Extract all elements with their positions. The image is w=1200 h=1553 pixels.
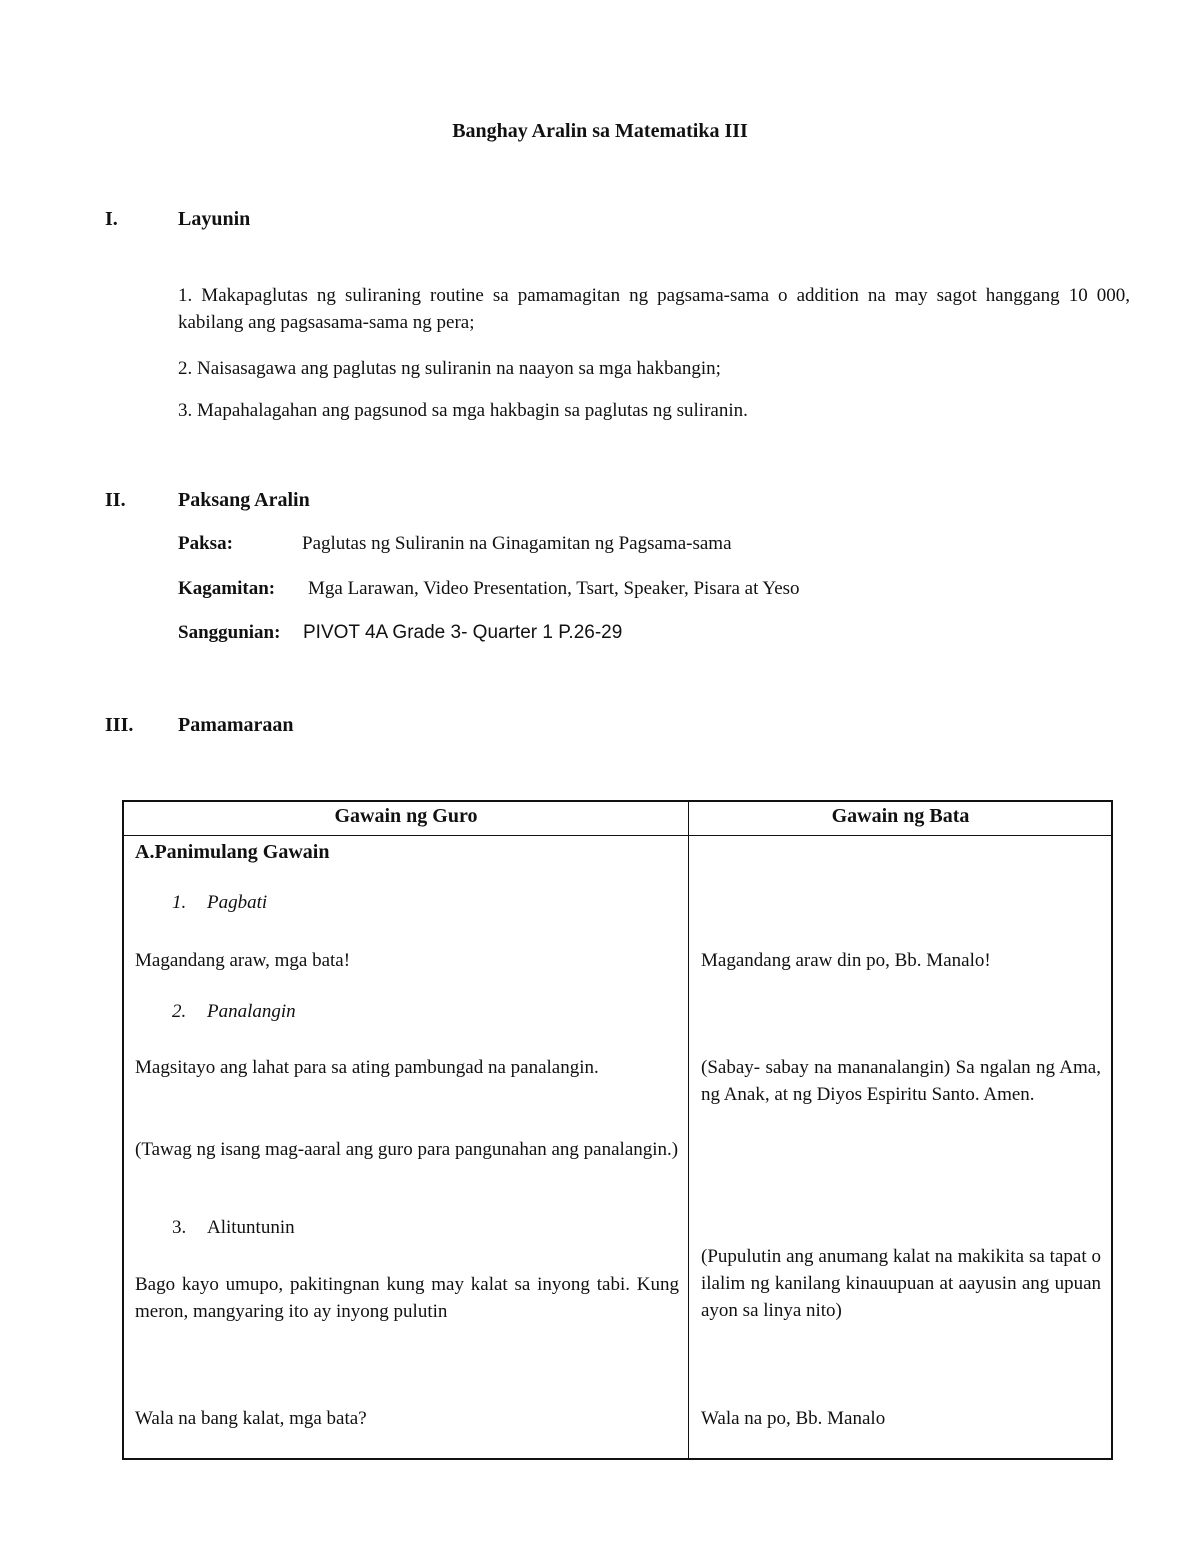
objective-1: 1. Makapaglutas ng suliraning routine sa pamamagitan ng pagsama-sama o addition na may sagot hanggang 10 000, kabilang ang pagsasama-sama ng pera; <box>178 285 1130 333</box>
sanggunian-value: PIVOT 4A Grade 3- Quarter 1 P.26-29 <box>303 622 623 643</box>
header-gawain-ng-guro: Gawain ng Guro <box>334 805 478 827</box>
page-title: Banghay Aralin sa Matematika III <box>452 120 748 142</box>
paksa-label: Paksa: <box>178 533 233 554</box>
section-title-paksang-aralin: Paksang Aralin <box>178 489 310 511</box>
bata-kalat: Wala na po, Bb. Manalo <box>701 1408 886 1429</box>
panalangin-number: 2. <box>172 1001 187 1022</box>
kagamitan-value: Mga Larawan, Video Presentation, Tsart, Speaker, Pisara at Yeso <box>308 578 800 599</box>
bata-pagbati: Magandang araw din po, Bb. Manalo! <box>701 950 991 971</box>
pagbati-number: 1. <box>172 892 187 913</box>
section-number-layunin: I. <box>105 208 118 230</box>
objective-3: 3. Mapahalagahan ang pagsunod sa mga hakbagin sa paglutas ng suliranin. <box>178 400 748 421</box>
bata-alituntunin: (Pupulutin ang anumang kalat na makikita sa tapat o ilalim ng kanilang kinauupuan at aayusin ang upuan ayon sa linya nito) <box>701 1246 1101 1321</box>
kagamitan-label: Kagamitan: <box>178 578 276 599</box>
alituntunin-label: Alituntunin <box>207 1217 295 1238</box>
header-divider <box>124 835 1111 836</box>
sanggunian-label: Sanggunian: <box>178 622 281 643</box>
objective-2: 2. Naisasagawa ang paglutas ng suliranin na naayon sa mga hakbangin; <box>178 358 721 379</box>
guro-panalangin-note: (Tawag ng isang mag-aaral ang guro para pangunahan ang panalangin.) <box>135 1139 679 1160</box>
section-title-pamamaraan: Pamamaraan <box>178 714 294 736</box>
guro-alituntunin: Bago kayo umupo, pakitingnan kung may kalat sa inyong tabi. Kung meron, mangyaring ito ay inyong pulutin <box>135 1274 679 1322</box>
section-title-layunin: Layunin <box>178 208 251 230</box>
guro-pagbati: Magandang araw, mga bata! <box>135 950 351 971</box>
bata-panalangin: (Sabay- sabay na mananalangin) Sa ngalan ng Ama, ng Anak, at ng Diyos Espiritu Santo. Amen. <box>701 1057 1101 1105</box>
panalangin-label: Panalangin <box>207 1001 296 1022</box>
header-gawain-ng-bata: Gawain ng Bata <box>831 805 970 827</box>
alituntunin-number: 3. <box>172 1217 187 1238</box>
pagbati-label: Pagbati <box>207 892 268 913</box>
panimulang-gawain-heading: A.Panimulang Gawain <box>135 841 330 863</box>
column-divider <box>688 802 689 1458</box>
guro-kalat: Wala na bang kalat, mga bata? <box>135 1408 367 1429</box>
guro-panalangin: Magsitayo ang lahat para sa ating pambungad na panalangin. <box>135 1057 599 1078</box>
pamamaraan-table <box>122 800 1113 1460</box>
section-number-paksang-aralin: II. <box>105 489 126 511</box>
section-number-pamamaraan: III. <box>105 714 134 736</box>
paksa-value: Paglutas ng Suliranin na Ginagamitan ng Pagsama-sama <box>302 533 732 554</box>
